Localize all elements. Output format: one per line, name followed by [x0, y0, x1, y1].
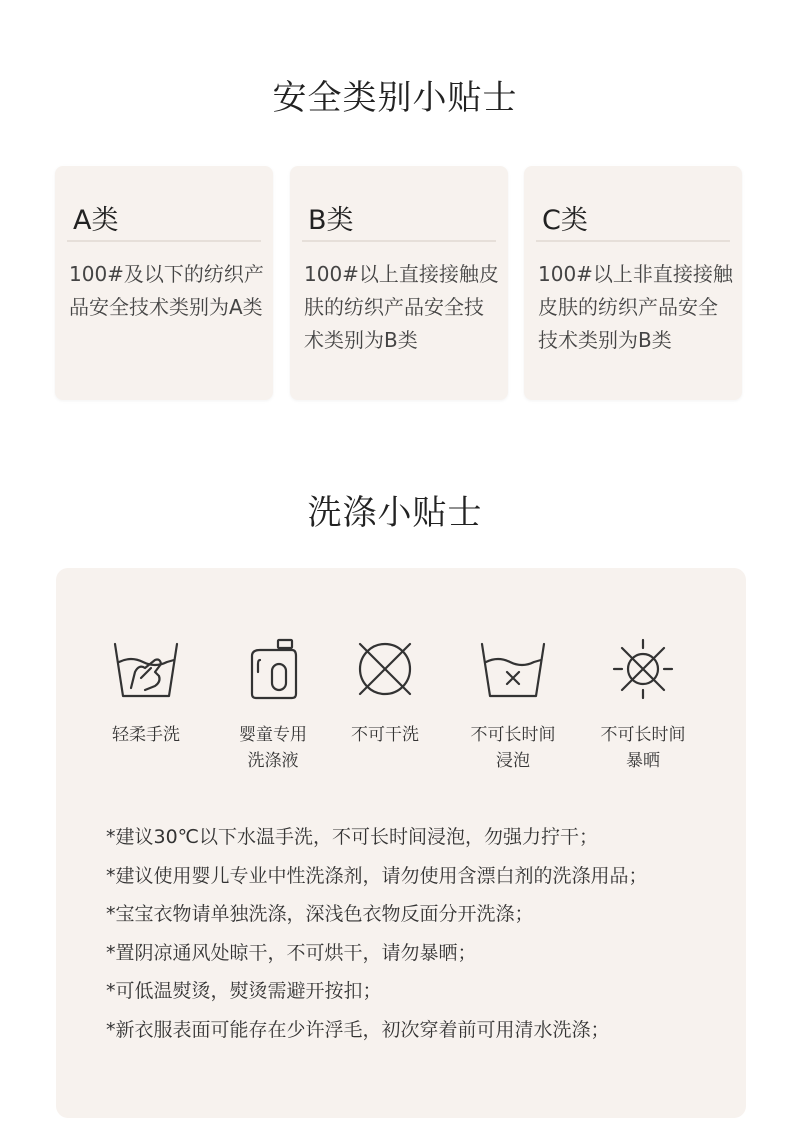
divider	[67, 240, 261, 242]
icon-label: 不可长时间 浸泡	[470, 725, 556, 771]
wash-title: 洗涤小贴士	[307, 493, 483, 533]
icon-item-detergent	[213, 638, 333, 774]
category-card-b	[290, 166, 508, 400]
icon-item-no-soak	[453, 638, 573, 774]
icon-label: 婴童专用 洗涤液	[239, 725, 307, 771]
icon-item-no-sun	[583, 638, 703, 774]
no-dry-clean-icon	[350, 638, 420, 700]
tip-item: *建议30℃以下水温手洗，不可长时间浸泡，勿强力拧干；	[106, 826, 599, 848]
category-card-a	[55, 166, 273, 400]
category-name: C类	[542, 205, 588, 236]
detergent-bottle-icon	[238, 638, 308, 700]
tip-item: *宝宝衣物请单独洗涤，深浅色衣物反面分开洗涤；	[106, 903, 534, 925]
category-card-c	[524, 166, 742, 400]
category-description: 100#及以下的纺织产品安全技术类别为A类	[69, 262, 264, 319]
icon-item-no-dry-clean	[325, 638, 445, 748]
icon-label: 不可长时间 暴晒	[600, 725, 686, 771]
tip-item: *建议使用婴儿专业中性洗涤剂，请勿使用含漂白剂的洗涤用品；	[106, 864, 648, 887]
icon-item-hand-wash	[86, 638, 206, 748]
wash-tips-list	[106, 818, 736, 1049]
category-name: A类	[73, 205, 119, 236]
category-name: B类	[308, 205, 354, 236]
no-sun-icon	[608, 638, 678, 700]
icon-label: 不可干洗	[351, 725, 419, 745]
tip-item: *置阴凉通风处晾干，不可烘干，请勿暴晒；	[106, 941, 477, 964]
divider	[536, 240, 730, 242]
no-soak-icon	[478, 638, 548, 700]
icon-label: 轻柔手洗	[112, 725, 180, 745]
category-description: 100#以上非直接接触皮肤的纺织产品安全技术类别为B类	[538, 262, 733, 352]
wash-tips-card	[56, 568, 746, 1118]
divider	[302, 240, 496, 242]
tip-item: *可低温熨烫，熨烫需避开按扣；	[106, 980, 382, 1002]
category-description: 100#以上直接接触皮肤的纺织产品安全技术类别为B类	[304, 262, 499, 352]
tip-item: *新衣服表面可能存在少许浮毛，初次穿着前可用清水洗涤；	[106, 1018, 610, 1041]
hand-wash-icon	[111, 638, 181, 700]
safety-title: 安全类别小贴士	[272, 78, 518, 118]
